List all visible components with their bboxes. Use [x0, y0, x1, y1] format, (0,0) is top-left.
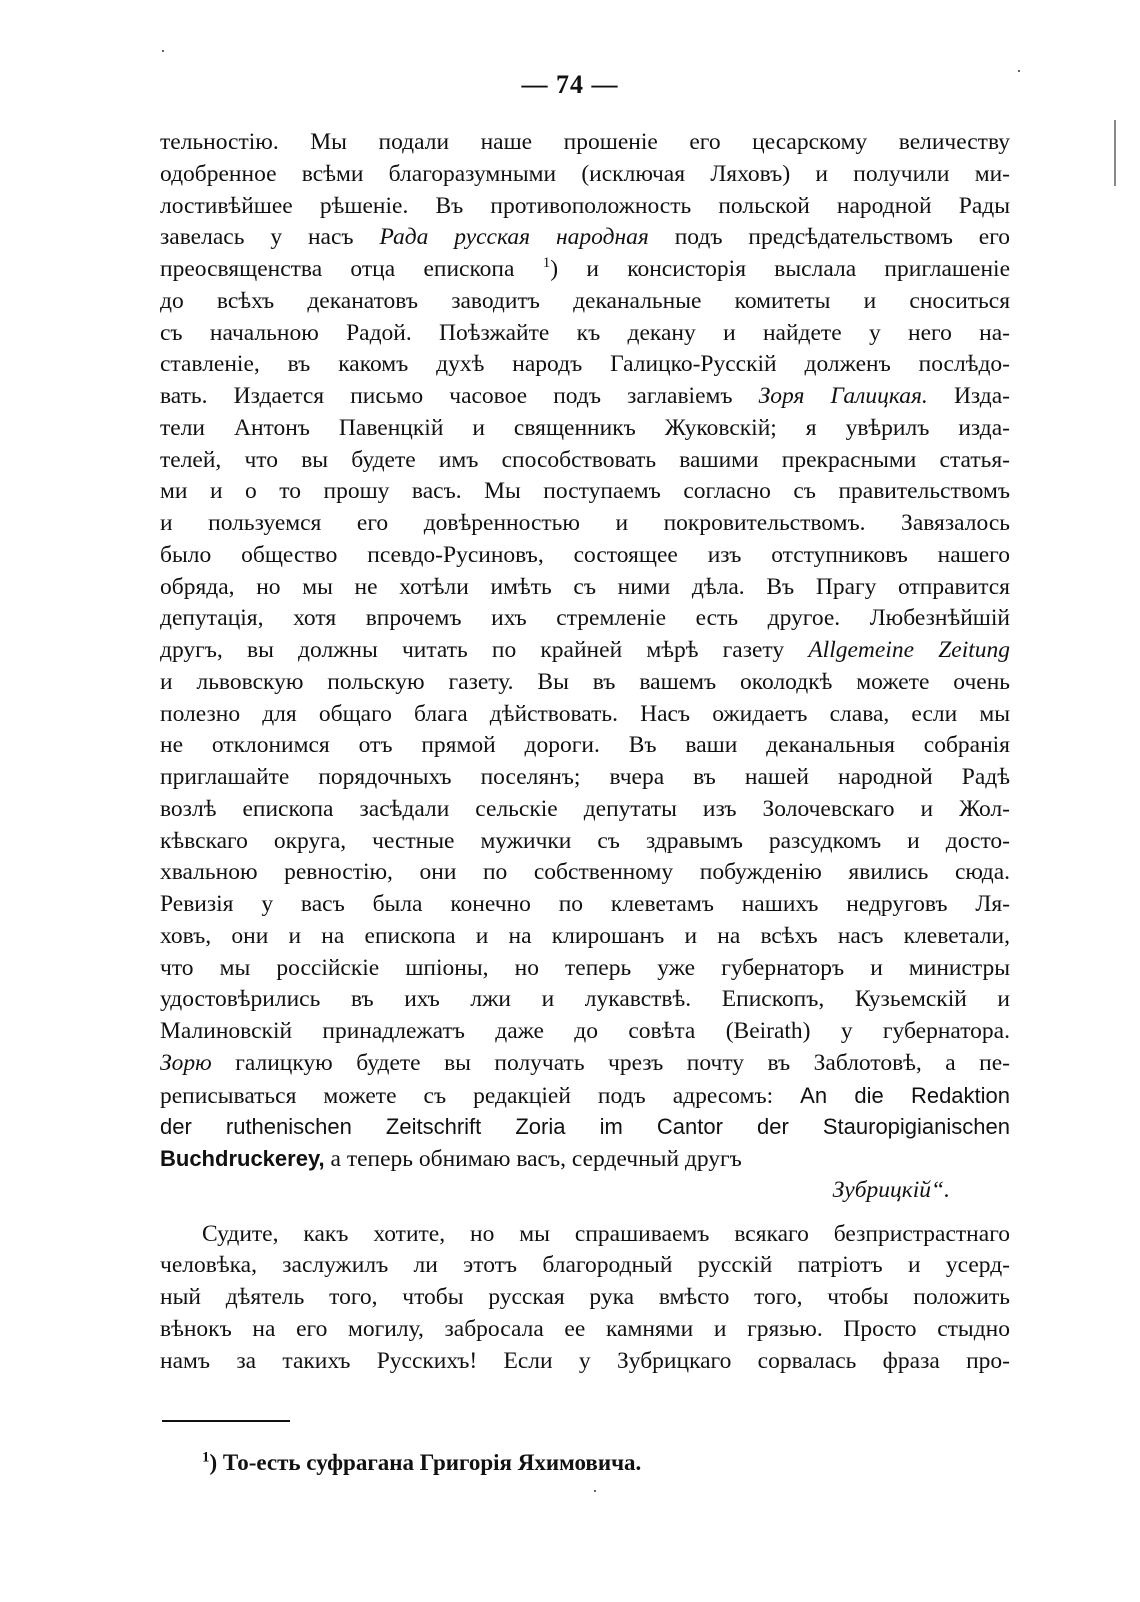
- text-line: намъ за такихъ Русскихъ! Если у Зубрицкаго сорвалась фраза про-: [160, 1347, 1010, 1374]
- text-line: удостовѣрились въ ихъ лжи и лукавствѣ. Епископъ, Кузьемскій и: [160, 986, 1010, 1013]
- text-line: депутація, хотя впрочемъ ихъ стремленіе есть другое. Любезнѣйшій: [160, 605, 1010, 632]
- text-line: ховъ, они и на епископа и на клирошанъ и на всѣхъ насъ клеветали,: [160, 922, 1010, 949]
- text-line: ми и о то прошу васъ. Мы поступаемъ согласно съ правительствомъ: [160, 478, 1010, 505]
- text-line: одобренное всѣми благоразумными (исключая Ляховъ) и получили ми-: [160, 160, 1010, 187]
- signature: [160, 1175, 1010, 1207]
- text-line: Малиновскій принадлежатъ даже до совѣта (Beirath) у губернатора.: [160, 1018, 1010, 1044]
- text-segment: Изда-: [953, 383, 1010, 409]
- text-line: и львовскую польскую газету. Вы въ вашемъ околодкѣ можете очень: [160, 668, 1010, 695]
- text-line: кѣвскаго округа, честные мужички съ здравымъ разсудкомъ и досто-: [160, 827, 1010, 854]
- scan-margin-mark: [1114, 120, 1116, 186]
- text-line: [160, 1143, 1010, 1175]
- german-address-line: der ruthenischen Zeitschrift Zoria im Cantor der Stauropigianischen: [160, 1114, 1010, 1140]
- footnote-marker: 1: [202, 1449, 210, 1466]
- text-line: [160, 222, 1010, 254]
- text-line: ный дѣятель того, чтобы русская рука вмѣсто того, чтобы положить: [160, 1284, 1010, 1310]
- paragraph-gap: [160, 1207, 1010, 1219]
- german-address: An die Redaktion: [800, 1082, 1011, 1108]
- footnote-ref: 1: [542, 255, 551, 272]
- text-line: [160, 381, 1010, 413]
- text-segment: преосвященства отца епископа: [160, 256, 515, 282]
- text-line: вѣнокъ на его могилу, забросала ее камнями и грязью. Просто стыдно: [160, 1315, 1010, 1342]
- text-line: возлѣ епископа засѣдали сельскіе депутаты изъ Золочевскаго и Жол-: [160, 795, 1010, 822]
- text-segment: реписываться можете съ редакціей подъ адресомъ:: [160, 1082, 774, 1109]
- german-address-end: Buchdruckerey,: [160, 1146, 325, 1171]
- body-text: [160, 127, 1010, 1377]
- page-number: — 74 —: [521, 70, 619, 99]
- text-segment: подъ предсѣдательствомъ его: [674, 224, 1011, 251]
- text-line: [160, 1080, 1010, 1112]
- text-line: телей, что вы будете имъ способствовать вашими прекрасными статья-: [160, 446, 1010, 473]
- text-line: лостивѣйшее рѣшеніе. Въ противоположность польской народной Рады: [160, 192, 1010, 219]
- text-line: [160, 254, 1010, 286]
- text-segment: вать. Издается письмо часовое подъ заглавіемъ: [160, 383, 733, 409]
- text-line: и пользуемся его довѣренностью и покровительствомъ. Завязалось: [160, 510, 1010, 536]
- text-line: съ начальною Радой. Поѣзжайте къ декану и найдете у него на-: [160, 319, 1010, 346]
- text-line: Судите, какъ хотите, но мы спрашиваемъ всякаго безпристрастнаго: [202, 1220, 1010, 1247]
- text-line: [160, 1048, 1010, 1080]
- text-line: человѣка, заслужилъ ли этотъ благородный русскій патріотъ и усерд-: [160, 1252, 1010, 1279]
- text-segment: а теперь обнимаю васъ, сердечный другъ: [330, 1146, 742, 1172]
- signature-name: Зубрицкій“.: [832, 1176, 950, 1203]
- text-line: полезно для общаго блага дѣйствовать. Насъ ожидаетъ слава, если мы: [160, 700, 1010, 727]
- text-line: тели Антонъ Павенцкій и священникъ Жуковскій; я увѣрилъ изда-: [160, 414, 1010, 441]
- italic-title-rada: Рада русская народная: [379, 224, 649, 251]
- text-line: ставленіе, въ какомъ духѣ народъ Галицко-Русскій долженъ послѣдо-: [160, 351, 1010, 378]
- text-segment: галицкую будете вы получать чрезъ почту въ Заблотовѣ, а пе-: [235, 1049, 1010, 1076]
- text-segment: другъ, вы должны читать по крайней мѣрѣ газету: [160, 637, 785, 663]
- scan-speck: [162, 50, 164, 52]
- text-line: до всѣхъ деканатовъ заводитъ деканальные комитеты и сноситься: [160, 287, 1010, 314]
- italic-title-allgemeine-zeitung: Allgemeine Zeitung: [808, 637, 1011, 663]
- text-line: [160, 635, 1010, 667]
- text-line: тельностію. Мы подали наше прошеніе его цесарскому величеству: [160, 129, 1010, 155]
- italic-title-zoryu: Зорю: [160, 1049, 212, 1076]
- footnote-text: ) То-есть суфрагана Григорія Яхимовича.: [209, 1450, 642, 1475]
- scan-speck: [1018, 70, 1020, 72]
- text-line: хвальною ревностію, они по собственному побужденію явились сюда.: [160, 859, 1010, 886]
- scan-speck: [594, 1490, 596, 1492]
- text-line: что мы россійскіе шпіоны, но теперь уже губернаторъ и министры: [160, 954, 1010, 981]
- text-line: Ревизія у васъ была конечно по клеветамъ нашихъ недруговъ Ля-: [160, 891, 1010, 917]
- text-line: обряда, но мы не хотѣли имѣть съ ними дѣла. Въ Прагу отправится: [160, 573, 1010, 600]
- footnote-divider: [162, 1420, 290, 1422]
- text-line: было общество псевдо-Русиновъ, состоящее изъ отступниковъ нашего: [160, 541, 1010, 568]
- text-line: приглашайте порядочныхъ поселянъ; вчера въ нашей народной Радѣ: [160, 764, 1010, 790]
- text-segment: ) и консисторія выслала приглашеніе: [550, 256, 1010, 282]
- text-segment: завелась у насъ: [160, 224, 354, 251]
- footnote: [202, 1448, 641, 1478]
- text-line: не отклонимся отъ прямой дороги. Въ ваши деканальныя собранія: [160, 732, 1010, 759]
- italic-title-zorya: Зоря Галицкая.: [758, 383, 928, 409]
